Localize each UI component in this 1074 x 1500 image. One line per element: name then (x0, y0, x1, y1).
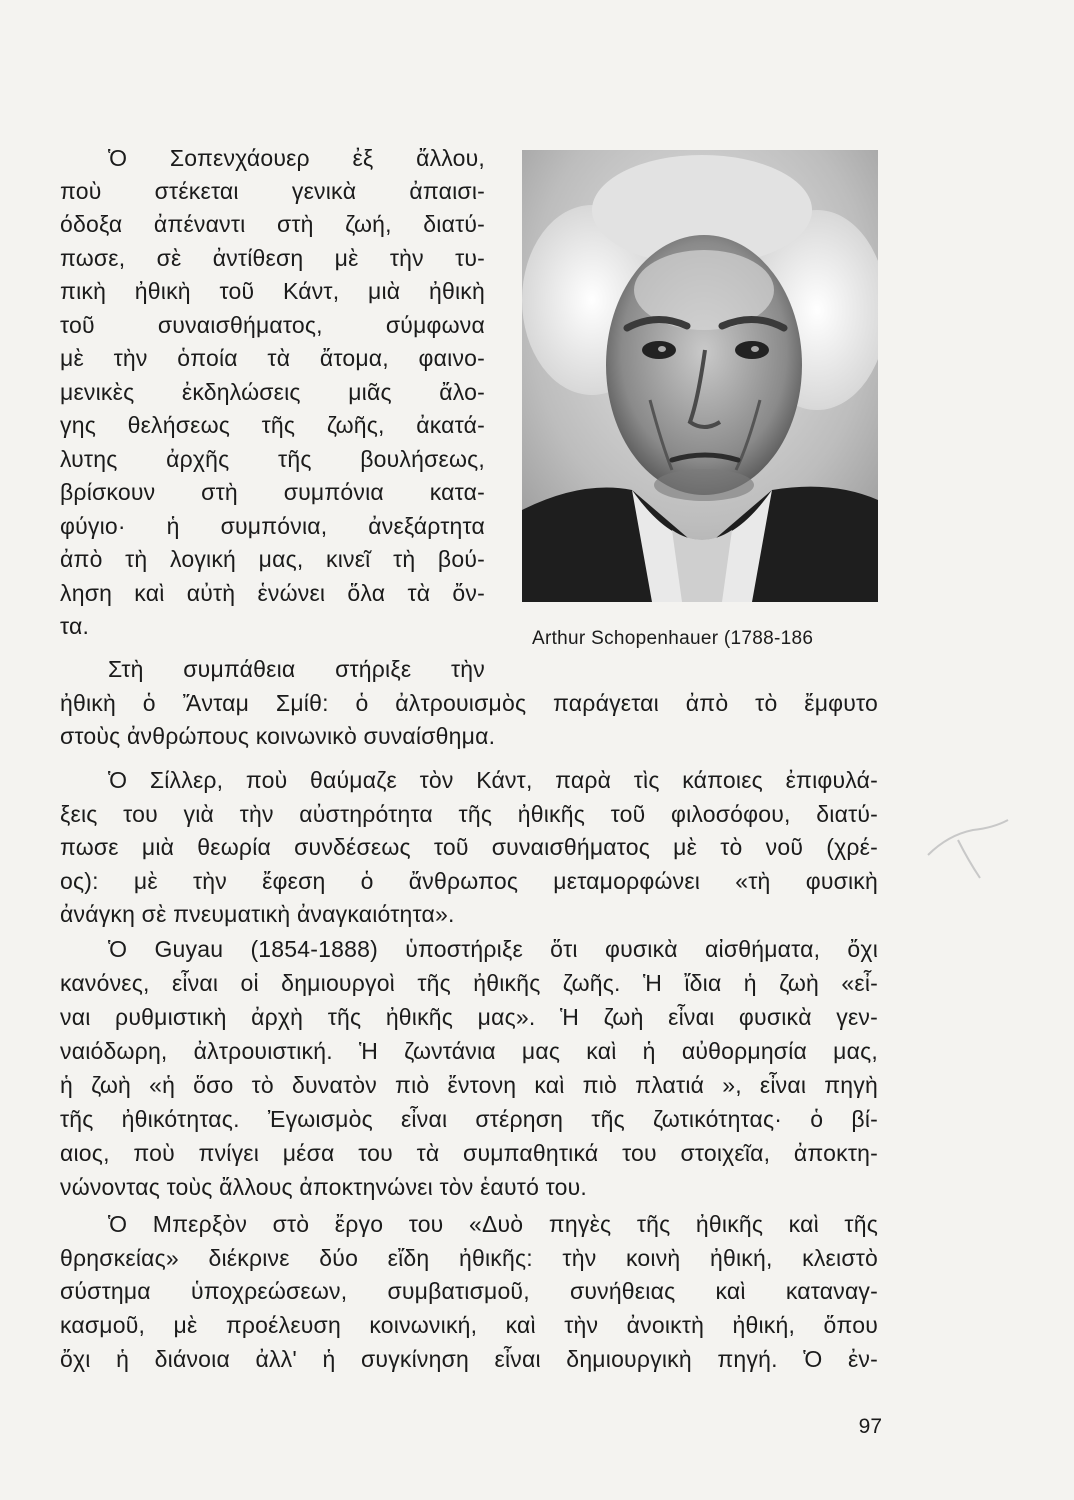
text-line: μενικὲς ἐκδηλώσεις μιᾶς ἄλο- (60, 379, 485, 405)
text-line: φύγιο· ἡ συμπόνια, ἀνεξάρτητα (60, 513, 485, 539)
text-line: τῆς ἠθικότητας. Ἐγωισμὸς εἶναι στέρηση τῆς ζωτικότητας· ὁ βί- (60, 1106, 878, 1132)
schopenhauer-portrait-image (522, 150, 878, 602)
text-line: αιος, ποὺ πνίγει μέσα του τὰ συμπαθητικά του στοιχεῖα, ἀποκτη- (60, 1140, 878, 1166)
portrait-photo (522, 150, 878, 602)
page-number: 97 (858, 1415, 882, 1438)
text-line: θρησκείας» διέκρινε δύο εἴδη ἠθικῆς: τὴν κοινὴ ἠθική, κλειστὸ (60, 1245, 878, 1271)
text-line: ποὺ στέκεται γενικὰ ἀπαισι- (60, 178, 485, 204)
text-line: κανόνες, εἶναι οἱ δημιουργοὶ τῆς ἠθικῆς ζωῆς. Ἡ ἴδια ἡ ζωὴ «εἶ- (60, 970, 878, 996)
text-line: ἀνάγκη σὲ πνευματικὴ ἀναγκαιότητα». (60, 901, 455, 927)
text-line: ναι ρυθμιστικὴ ἀρχὴ τῆς ἠθικῆς μας». Ἡ ζωὴ εἶναι φυσικὰ γεν- (60, 1004, 878, 1030)
text-line: πωσε μιὰ θεωρία συνδέσεως τοῦ συναισθήματος μὲ τὸ νοῦ (χρέ- (60, 834, 878, 860)
text-line: ἡ ζωὴ «ἡ ὅσο τὸ δυνατὸν πιὸ ἔντονη καὶ πιὸ πλατιά », εἶναι πηγὴ (60, 1072, 878, 1098)
figure-caption: Arthur Schopenhauer (1788-186 (532, 628, 814, 649)
text-line: Στὴ συμπάθεια στήριξε τὴν (108, 656, 485, 682)
text-line: Ὁ Σοπενχάουερ ἐξ ἄλλου, (108, 145, 485, 171)
text-line: Ὁ Μπερξὸν στὸ ἔργο του «Δυὸ πηγὲς τῆς ἠθικῆς καὶ τῆς (108, 1211, 878, 1237)
text-line: τοῦ συναισθήματος, σύμφωνα (60, 312, 485, 338)
text-line: πικὴ ἠθικὴ τοῦ Κάντ, μιὰ ἠθικὴ (60, 278, 485, 304)
text-line: σύστημα ὑποχρεώσεων, συμβατισμοῦ, συνήθειας καὶ καταναγ- (60, 1278, 878, 1304)
text-line: μὲ τὴν ὁποία τὰ ἄτομα, φαινο- (60, 345, 485, 371)
text-line: ος): μὲ τὴν ἔφεση ὁ ἄνθρωπος μεταμορφώνει «τὴ φυσικὴ (60, 868, 878, 894)
text-line: τα. (60, 613, 90, 639)
text-line: ἀπὸ τὴ λογική μας, κινεῖ τὴ βού- (60, 546, 485, 572)
text-line: ξεις του γιὰ τὴν αὐστηρότητα τῆς ἠθικῆς τοῦ φιλοσόφου, διατύ- (60, 801, 878, 827)
text-line: πωσε, σὲ ἀντίθεση μὲ τὴν τυ- (60, 245, 485, 271)
pencil-mark-icon (918, 800, 1018, 890)
text-line: ὄχι ἡ διάνοια ἀλλ' ἡ συγκίνηση εἶναι δημιουργικὴ πηγή. Ὁ ἐν- (60, 1346, 878, 1372)
text-line: Ὁ Σίλλερ, ποὺ θαύμαζε τὸν Κάντ, παρὰ τὶς κάποιες ἐπιφυλά- (108, 767, 878, 793)
text-line: ληση καὶ αὐτὴ ἑνώνει ὅλα τὰ ὄν- (60, 580, 485, 606)
text-line: κασμοῦ, μὲ προέλευση κοινωνική, καὶ τὴν ἀνοικτὴ ἠθική, ὅπου (60, 1312, 878, 1338)
text-line: βρίσκουν στὴ συμπόνια κατα- (60, 479, 485, 505)
text-line: ἠθικὴ ὁ Ἄνταμ Σμίθ: ὁ ἀλτρουισμὸς παράγεται ἀπὸ τὸ ἔμφυτο (60, 690, 878, 716)
text-line: ναιόδωρη, ἀλτρουιστική. Ἡ ζωντάνια μας καὶ ἡ αὐθορμησία μας, (60, 1038, 878, 1064)
text-line: νώνοντας τοὺς ἄλλους ἀποκτηνώνει τὸν ἑαυτό του. (60, 1174, 587, 1200)
text-line: Ὁ Guyau (1854-1888) ὑποστήριξε ὅτι φυσικὰ αἰσθήματα, ὄχι (108, 936, 878, 962)
text-line: λυτης ἀρχῆς τῆς βουλήσεως, (60, 446, 485, 472)
text-line: όδοξα ἀπέναντι στὴ ζωή, διατύ- (60, 211, 485, 237)
text-line: στοὺς ἀνθρώπους κοινωνικὸ συναίσθημα. (60, 723, 496, 749)
text-line: γης θελήσεως τῆς ζωῆς, ἀκατά- (60, 412, 485, 438)
